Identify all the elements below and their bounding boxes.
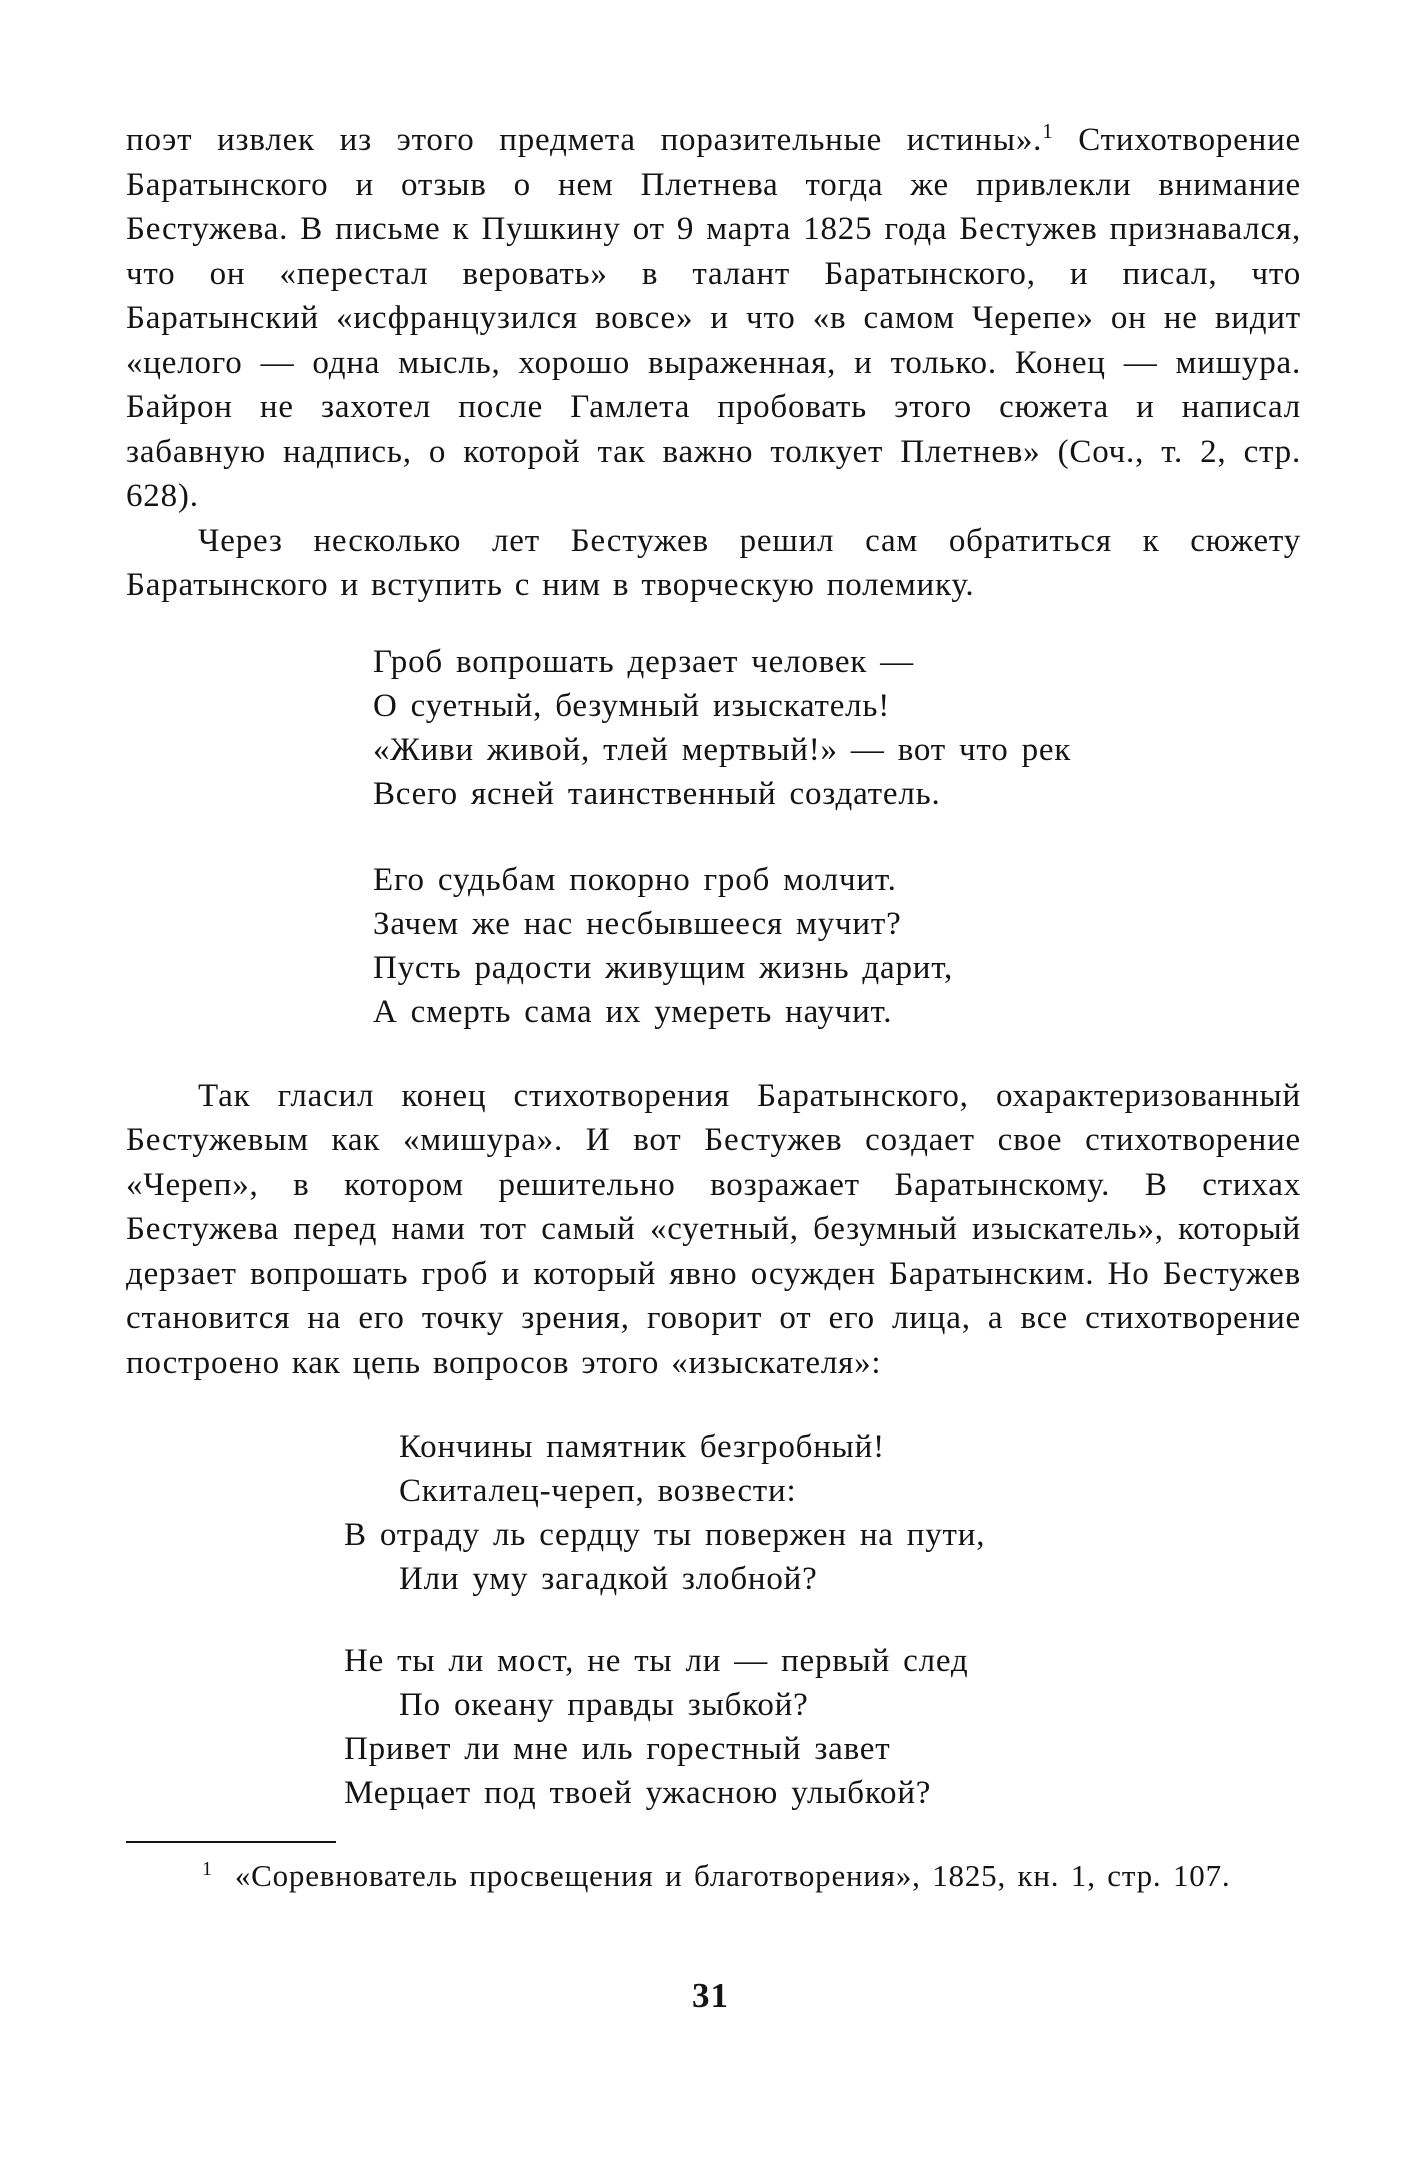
- poem-stanza: [373, 640, 1301, 816]
- intro-text-before-note: поэт извлек из этого предмета поразительные истины».: [126, 122, 1043, 158]
- footnote-divider: [126, 1841, 336, 1843]
- verse-line: Скиталец-череп, возвести:: [399, 1473, 797, 1509]
- poem-baratynsky: [373, 640, 1301, 1034]
- verse-line: «Живи живой, тлей мертвый!» — вот что рек: [373, 731, 1072, 768]
- footnote-text: «Соревнователь просвещения и благотворения», 1825, кн. 1, стр. 107.: [234, 1858, 1231, 1893]
- verse-line: В отраду ль сердцу ты повержен на пути,: [344, 1517, 986, 1553]
- verse-line: Зачем же нас несбывшееся мучит?: [373, 905, 902, 942]
- paragraph-intro: [126, 118, 1301, 519]
- verse-line: Привет ли мне иль горестный завет: [344, 1731, 891, 1767]
- verse-line: А смерть сама их умереть научит.: [373, 993, 893, 1030]
- poem-stanza: [344, 1639, 1301, 1815]
- verse-line: Его судьбам покорно гроб молчит.: [373, 861, 897, 898]
- poem-stanza: [344, 1425, 1301, 1601]
- verse-line: О суетный, безумный изыскатель!: [373, 687, 891, 724]
- intro-text-after-note: Стихотворение Баратынского и отзыв о нем Плетнева тогда же привлекли внимание Бестужева. В письме к Пушкину от 9 марта 1825 года Бестужев признавался, что он «перестал веровать» в талант Баратынского, и писал, что Баратынский «исфранцузился вовсе» и что «в самом Черепе» он не видит «целого — одна мысль, хорошо выраженная, и только. Конец — мишура. Байрон не захотел после Гамлета пробовать этого сюжета и написал забавную надпись, о которой так важно толкует Плетнев» (Соч., т. 2, стр. 628).: [126, 122, 1302, 514]
- book-page: [126, 118, 1301, 1896]
- verse-line: Не ты ли мост, не ты ли — первый след: [344, 1643, 969, 1679]
- footnote: [126, 1855, 1301, 1896]
- verse-line: Кончины памятник безгробный!: [399, 1429, 885, 1465]
- body-text: [126, 118, 1301, 608]
- verse-line: Или уму загадкой злобной?: [399, 1561, 818, 1597]
- verse-line: По океану правды зыбкой?: [399, 1687, 809, 1723]
- verse-line: Всего ясней таинственный создатель.: [373, 775, 941, 812]
- footnote-reference: 1: [1042, 119, 1054, 143]
- page-number: 31: [692, 1976, 729, 2015]
- footnote-mark: 1: [202, 1857, 213, 1880]
- paragraph-polemic: Через несколько лет Бестужев решил сам обратиться к сюжету Баратынского и вступить с ним в творческую полемику.: [126, 522, 1301, 603]
- poem-stanza: [373, 858, 1301, 1034]
- body-text: [126, 1074, 1301, 1386]
- poem-bestuzhev: [344, 1425, 1301, 1815]
- verse-line: Гроб вопрошать дерзает человек —: [373, 643, 914, 680]
- verse-line: Пусть радости живущим жизнь дарит,: [373, 949, 953, 986]
- paragraph-analysis: Так гласил конец стихотворения Баратынского, охарактеризованный Бестужевым как «мишура». И вот Бестужев создает свое стихотворение «Череп», в котором решительно возражает Баратынскому. В стихах Бестужева перед нами тот самый «суетный, безумный изыскатель», который дерзает вопрошать гроб и который явно осужден Баратынским. Но Бестужев становится на его точку зрения, говорит от его лица, а все стихотворение построено как цепь вопросов этого «изыскателя»:: [126, 1077, 1301, 1381]
- verse-line: Мерцает под твоей ужасною улыбкой?: [344, 1775, 932, 1811]
